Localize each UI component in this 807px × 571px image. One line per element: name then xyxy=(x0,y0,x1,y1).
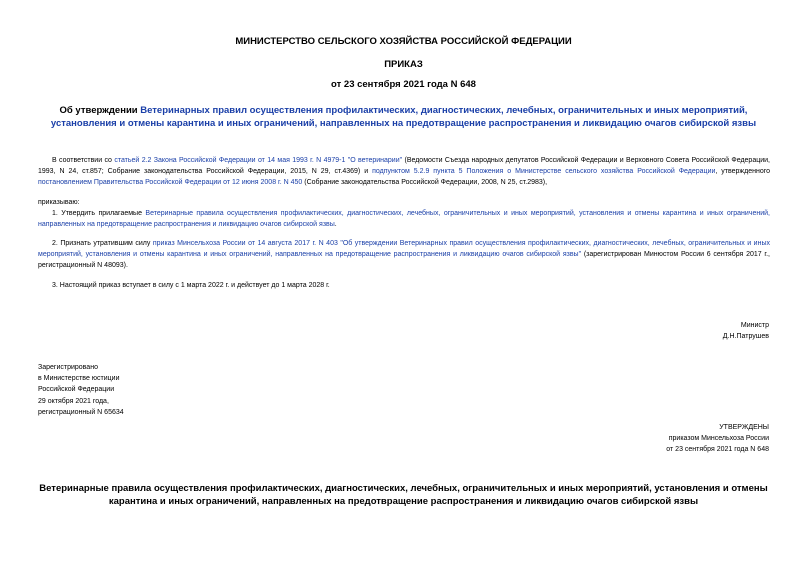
preamble-text-2: (Ведомости Съезда народных депутатов Российской Федерации и Верховного Совета Российской Федерации, 1993, N 24, ст.857; Собрание законодательства Российской Федерации, 2015, N 29, ст.4369) и xyxy=(38,157,770,176)
registration-line-1: Зарегистрировано xyxy=(38,364,98,371)
registration-block xyxy=(38,362,124,418)
registration-line-2: в Министерстве юстиции xyxy=(38,375,120,383)
item-1-text-2: . xyxy=(334,221,337,229)
order-date-number: от 23 сентября 2021 года N 648 xyxy=(331,79,476,90)
order-title-prefix: Об утверждении xyxy=(59,105,141,116)
ministry-heading: МИНИСТЕРСТВО СЕЛЬСКОГО ХОЗЯЙСТВА РОССИЙСКОЙ ФЕДЕРАЦИИ xyxy=(235,36,572,47)
preamble-text-1: В соответствии со xyxy=(52,157,115,164)
regulation-subclause-link[interactable]: подпунктом 5.2.9 пункта 5 Положения о Министерстве сельского хозяйства Российской Федерации xyxy=(372,168,716,176)
registration-line-5: регистрационный N 65634 xyxy=(38,408,124,416)
item-2-paragraph xyxy=(38,238,770,272)
approved-rules-link[interactable]: Ветеринарные правила осуществления профилактических, диагностических, лечебных, ограничительных и иных мероприятий, установления и отмены карантина и иных ограничений, направленных на предотвращение распространения и ликвидацию очагов сибирской язвы xyxy=(38,210,771,229)
repealed-order-link[interactable]: приказ Минсельхоза России от 14 августа 2017 г. N 403 "Об утверждении Ветеринарных правил осуществления профилактических, диагностических, лечебных, ограничительных и иных мероприятий, установления и отмены карантина и иных ограничений, направленных на предотвращение распространения и ликвидацию очагов сибирской язвы" xyxy=(38,240,770,259)
preamble-text-4: (Собрание законодательства Российской Федерации, 2008, N 25, ст.2983), xyxy=(302,179,548,187)
signature-name: Д.Н.Патрушев xyxy=(722,333,769,341)
item-1-paragraph xyxy=(38,208,770,230)
law-article-link[interactable]: статьей 2.2 Закона Российской Федерации от 14 мая 1993 г. N 4979-1 "О ветеринарии" xyxy=(114,157,403,164)
signature-position: Министр xyxy=(740,322,769,329)
government-decree-link[interactable]: постановлением Правительства Российской Федерации от 12 июня 2008 г. N 450 xyxy=(38,179,303,187)
rules-title: Ветеринарные правила осуществления профилактических, диагностических, лечебных, ограничительных и иных мероприятий, установления и отмены карантина и иных ограничений, направленных на предотвращение распространения и ликвидацию очагов сибирской язвы xyxy=(39,483,768,507)
signature-block xyxy=(723,320,769,342)
approval-line-1: УТВЕРЖДЕНЫ xyxy=(719,424,769,431)
orders-word: приказываю: xyxy=(38,199,80,206)
item-3-paragraph: 3. Настоящий приказ вступает в силу с 1 марта 2022 г. и действует до 1 марта 2028 г. xyxy=(52,282,330,289)
approval-line-3: от 23 сентября 2021 года N 648 xyxy=(666,446,769,454)
registration-line-3: Российской Федерации xyxy=(38,386,115,394)
approval-line-2: приказом Минсельхоза России xyxy=(668,435,769,443)
item-1-text-1: 1. Утвердить прилагаемые xyxy=(52,210,146,217)
item-2-text-1: 2. Признать утратившим силу xyxy=(52,240,153,247)
item-2-text-2: (зарегистрирован Минюстом России 6 сентября 2017 г., регистрационный N 48093). xyxy=(38,251,770,270)
registration-line-4: 29 октября 2021 года, xyxy=(38,397,109,405)
doc-type-heading: ПРИКАЗ xyxy=(384,59,423,70)
preamble-paragraph xyxy=(38,155,770,189)
order-title-link[interactable]: Ветеринарных правил осуществления профилактических, диагностических, лечебных, ограничительных и иных мероприятий, установления и отмены карантина и иных ограничений, направленных на предотвращение распространения и ликвидацию очагов сибирской язвы xyxy=(50,105,757,129)
approval-block xyxy=(666,422,769,456)
preamble-text-3: , утвержденного xyxy=(715,168,771,176)
order-title xyxy=(38,104,769,130)
